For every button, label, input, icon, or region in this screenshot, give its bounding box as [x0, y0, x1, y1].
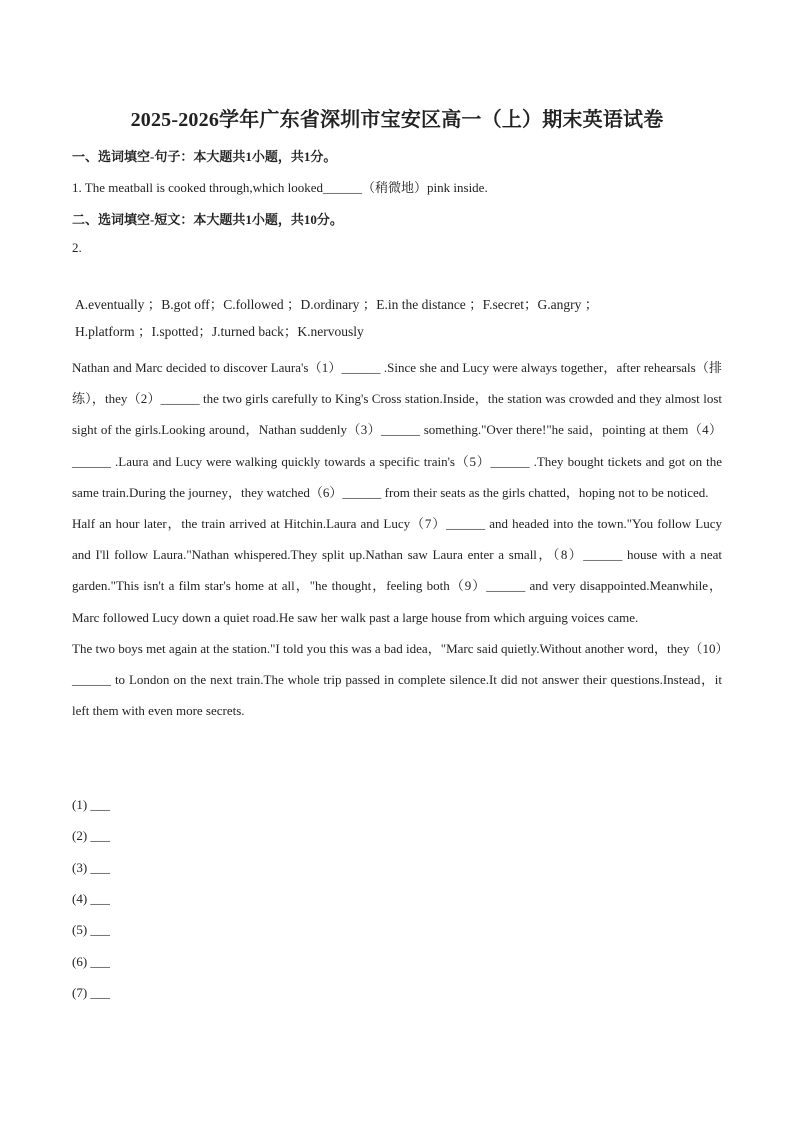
- question-2-number: 2.: [72, 240, 82, 255]
- answer-line-5: (5) ___: [72, 922, 110, 937]
- answer-line-4: (4) ___: [72, 891, 110, 906]
- answer-line-2: (2) ___: [72, 828, 110, 843]
- answer-line-1: (1) ___: [72, 797, 110, 812]
- passage-paragraph-3: The two boys met again at the station."I told you this was a bad idea，"Marc said quietly.Without another word，they（10）______ to London on the next train.The whole trip passed in complete silence.It did not answer their questions.Instead，it left them with even more secrets.: [72, 640, 722, 719]
- page-title: 2025-2026学年广东省深圳市宝安区高一（上）期末英语试卷: [130, 109, 664, 131]
- options-line-1: A.eventually ；B.got off；C.followed ；D.ordinary ；E.in the distance ；F.secret；G.angry ；: [75, 297, 599, 312]
- answer-line-7: (7) ___: [72, 985, 110, 1000]
- section-2-heading: 二、选词填空-短文：本大题共1小题，共10分。: [72, 212, 343, 227]
- question-1: 1. The meatball is cooked through,which looked______（稍微地）pink inside.: [72, 180, 488, 195]
- passage-paragraph-1: Nathan and Marc decided to discover Laura's（1）______ .Since she and Lucy were always together，after rehearsals（排练），they（2）______ the two girls carefully to King's Cross station.Inside，the station was crowded and they almost lost sight of the girls.Looking around，Nathan suddenly（3）______ something."Over there!"he said，pointing at them（4）______ .Laura and Lucy were walking quickly towards a specific train's（5）______ .They bought tickets and got on the same train.During the journey，they watched（6）______ from their seats as the girls chatted，hoping not to be noticed.: [72, 360, 722, 500]
- section-1-heading: 一、选词填空-句子：本大题共1小题，共1分。: [72, 149, 337, 164]
- options-line-2: H.platform ；I.spotted；J.turned back；K.nervously: [75, 324, 364, 339]
- passage-paragraph-2: Half an hour later，the train arrived at Hitchin.Laura and Lucy（7）______ and headed into the town."You follow Lucy and I'll follow Laura."Nathan whispered.They split up.Nathan saw Laura enter a small，（8）______ house with a neat garden."This isn't a film star's home at all，"he thought，feeling both（9）______ and very disappointed.Meanwhile，Marc followed Lucy down a quiet road.He saw her walk past a large house from which arguing voices came.: [72, 516, 723, 625]
- answer-line-3: (3) ___: [72, 860, 110, 875]
- word-options: [75, 291, 675, 345]
- answer-line-6: (6) ___: [72, 954, 110, 969]
- passage: [72, 352, 722, 726]
